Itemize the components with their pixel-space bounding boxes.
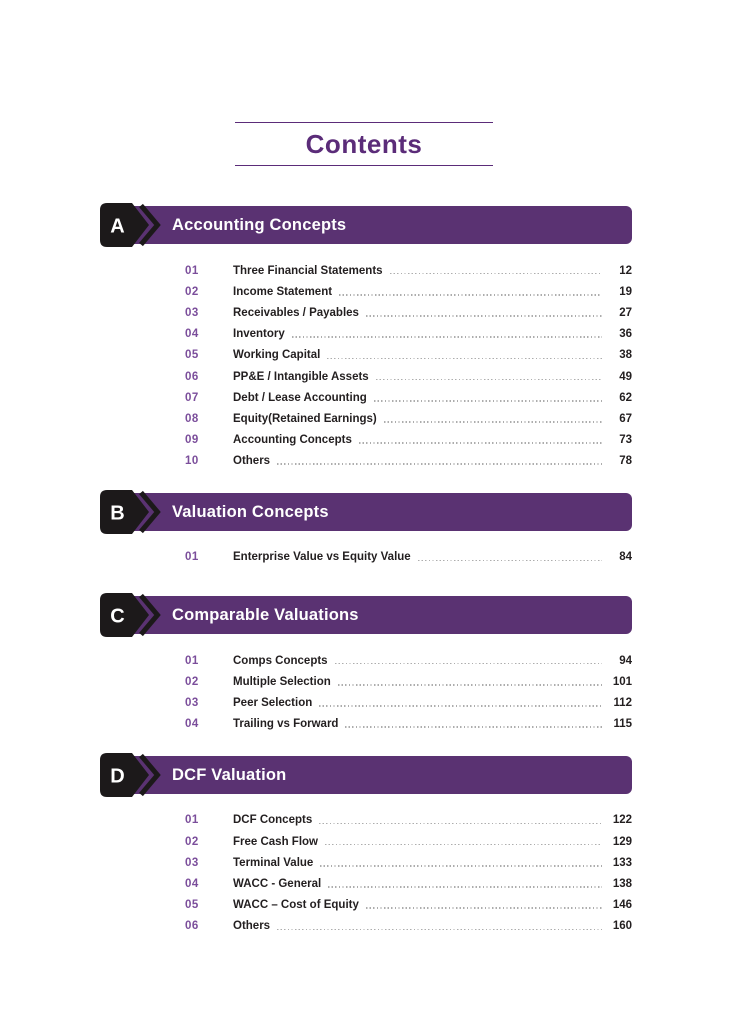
toc-item[interactable] (100, 387, 632, 408)
toc-section (100, 756, 632, 937)
toc-item-page-number: 84 (619, 551, 632, 564)
toc-item-number: 06 (185, 920, 199, 933)
dotted-leader (325, 844, 602, 846)
toc-item-number: 08 (185, 412, 199, 425)
toc-item-number: 01 (185, 551, 199, 564)
toc-item-label: Peer Selection (233, 697, 313, 710)
toc-section (100, 596, 632, 735)
toc-item-label: DCF Concepts (233, 814, 313, 827)
toc-item-label: Trailing vs Forward (233, 718, 339, 731)
section-letter-badge-icon (100, 203, 162, 247)
section-letter-badge-icon (100, 593, 162, 637)
toc-item[interactable] (100, 714, 632, 735)
dotted-leader (376, 379, 602, 381)
toc-item[interactable] (100, 345, 632, 366)
section-title: Accounting Concepts (172, 216, 347, 234)
toc-item-page-number: 112 (613, 697, 632, 710)
section-title: Valuation Concepts (172, 502, 329, 521)
toc-item[interactable] (100, 852, 632, 873)
section-title: Comparable Valuations (172, 606, 359, 625)
toc-item-number: 04 (185, 877, 199, 890)
toc-item-number: 02 (185, 835, 199, 848)
toc-item[interactable] (100, 873, 632, 894)
toc-item[interactable] (100, 650, 632, 671)
dotted-leader (390, 273, 602, 275)
toc-item[interactable] (100, 366, 632, 387)
dotted-leader (328, 886, 602, 888)
toc-item-page-number: 73 (619, 434, 632, 447)
section-title: DCF Valuation (172, 765, 287, 784)
toc-item-number: 05 (185, 899, 199, 912)
dotted-leader (359, 442, 602, 444)
dotted-leader (366, 315, 602, 317)
toc-item-label: WACC – Cost of Equity (233, 899, 359, 912)
toc-item-label: Others (233, 920, 271, 933)
toc-item-number: 03 (185, 856, 199, 869)
toc-item-page-number: 146 (612, 899, 632, 912)
toc-item-number: 01 (185, 264, 199, 277)
section-letter: B (110, 502, 125, 525)
section-letter: A (110, 215, 125, 238)
dotted-leader (335, 663, 602, 665)
toc-item-number: 02 (185, 675, 199, 688)
toc-item-page-number: 115 (613, 718, 632, 731)
toc-item-label: Equity(Retained Earnings) (233, 412, 377, 425)
toc-item-page-number: 160 (612, 920, 632, 933)
toc-item[interactable] (100, 324, 632, 345)
section-item-list (100, 810, 632, 937)
toc-item-label: Enterprise Value vs Equity Value (233, 551, 411, 564)
toc-section (100, 493, 632, 568)
toc-item-label: Multiple Selection (233, 675, 331, 688)
toc-item-label: Debt / Lease Accounting (233, 391, 367, 404)
toc-item-label: Three Financial Statements (233, 264, 383, 277)
dotted-leader (374, 400, 602, 402)
toc-item-number: 02 (185, 285, 199, 298)
section-letter-badge-icon (100, 490, 162, 534)
toc-item-label: Inventory (233, 328, 285, 341)
dotted-leader (366, 907, 602, 909)
toc-item[interactable] (100, 671, 632, 692)
toc-item-number: 07 (185, 391, 199, 404)
section-letter: D (110, 765, 125, 788)
dotted-leader (292, 336, 602, 338)
section-header-bar (100, 596, 632, 634)
toc-item[interactable] (100, 831, 632, 852)
dotted-leader (345, 726, 602, 728)
dotted-leader (319, 823, 602, 825)
toc-item-page-number: 122 (612, 814, 632, 827)
toc-item-label: WACC - General (233, 877, 322, 890)
toc-item[interactable] (100, 430, 632, 451)
toc-item[interactable] (100, 547, 632, 568)
toc-item-number: 05 (185, 349, 199, 362)
toc-item-page-number: 19 (619, 285, 632, 298)
toc-item-label: Free Cash Flow (233, 835, 318, 848)
toc-item[interactable] (100, 810, 632, 831)
dotted-leader (277, 929, 602, 931)
toc-item[interactable] (100, 260, 632, 281)
dotted-leader (338, 684, 602, 686)
title-rule-bottom (235, 165, 493, 166)
toc-item-page-number: 62 (619, 391, 632, 404)
dotted-leader (277, 463, 602, 465)
page-title-block (235, 122, 493, 166)
section-header-bar (100, 206, 632, 244)
toc-item-page-number: 49 (619, 370, 632, 383)
toc-item-page-number: 78 (619, 455, 632, 468)
toc-sections (0, 206, 749, 937)
toc-item-number: 03 (185, 697, 199, 710)
section-header-bar (100, 756, 632, 794)
toc-item-page-number: 12 (619, 264, 632, 277)
section-header-bar (100, 493, 632, 531)
toc-item-page-number: 138 (612, 877, 632, 890)
toc-item-number: 04 (185, 718, 199, 731)
toc-item-page-number: 38 (619, 349, 632, 362)
dotted-leader (384, 421, 602, 423)
dotted-leader (339, 294, 602, 296)
toc-item-number: 06 (185, 370, 199, 383)
toc-item[interactable] (100, 692, 632, 713)
toc-item-page-number: 67 (619, 412, 632, 425)
toc-item-label: PP&E / Intangible Assets (233, 370, 369, 383)
dotted-leader (319, 705, 602, 707)
section-letter-badge-icon (100, 753, 162, 797)
toc-item[interactable] (100, 451, 632, 472)
dotted-leader (418, 560, 602, 562)
toc-item-number: 01 (185, 654, 199, 667)
dotted-leader (327, 358, 602, 360)
toc-item-page-number: 129 (612, 835, 632, 848)
section-item-list (100, 260, 632, 472)
toc-item-number: 03 (185, 306, 199, 319)
toc-item-label: Others (233, 455, 271, 468)
section-item-list (100, 547, 632, 568)
toc-item-label: Working Capital (233, 349, 321, 362)
toc-item-number: 10 (185, 455, 199, 468)
section-letter: C (110, 605, 125, 628)
toc-item-page-number: 36 (619, 328, 632, 341)
toc-item[interactable] (100, 408, 632, 429)
toc-item-number: 01 (185, 814, 199, 827)
toc-item-page-number: 27 (619, 306, 632, 319)
toc-item[interactable] (100, 916, 632, 937)
toc-item-label: Comps Concepts (233, 654, 328, 667)
toc-item-number: 09 (185, 434, 199, 447)
toc-item[interactable] (100, 302, 632, 323)
toc-item[interactable] (100, 895, 632, 916)
toc-item-label: Receivables / Payables (233, 306, 359, 319)
toc-item-page-number: 94 (619, 654, 632, 667)
toc-item-label: Income Statement (233, 285, 333, 298)
section-item-list (100, 650, 632, 735)
toc-item-label: Terminal Value (233, 856, 314, 869)
toc-item-page-number: 101 (612, 675, 632, 688)
page-title: Contents (305, 129, 423, 159)
toc-item-page-number: 133 (612, 856, 632, 869)
dotted-leader (320, 865, 602, 867)
toc-item[interactable] (100, 281, 632, 302)
toc-item-number: 04 (185, 328, 199, 341)
toc-section (100, 206, 632, 472)
toc-item-label: Accounting Concepts (233, 434, 352, 447)
